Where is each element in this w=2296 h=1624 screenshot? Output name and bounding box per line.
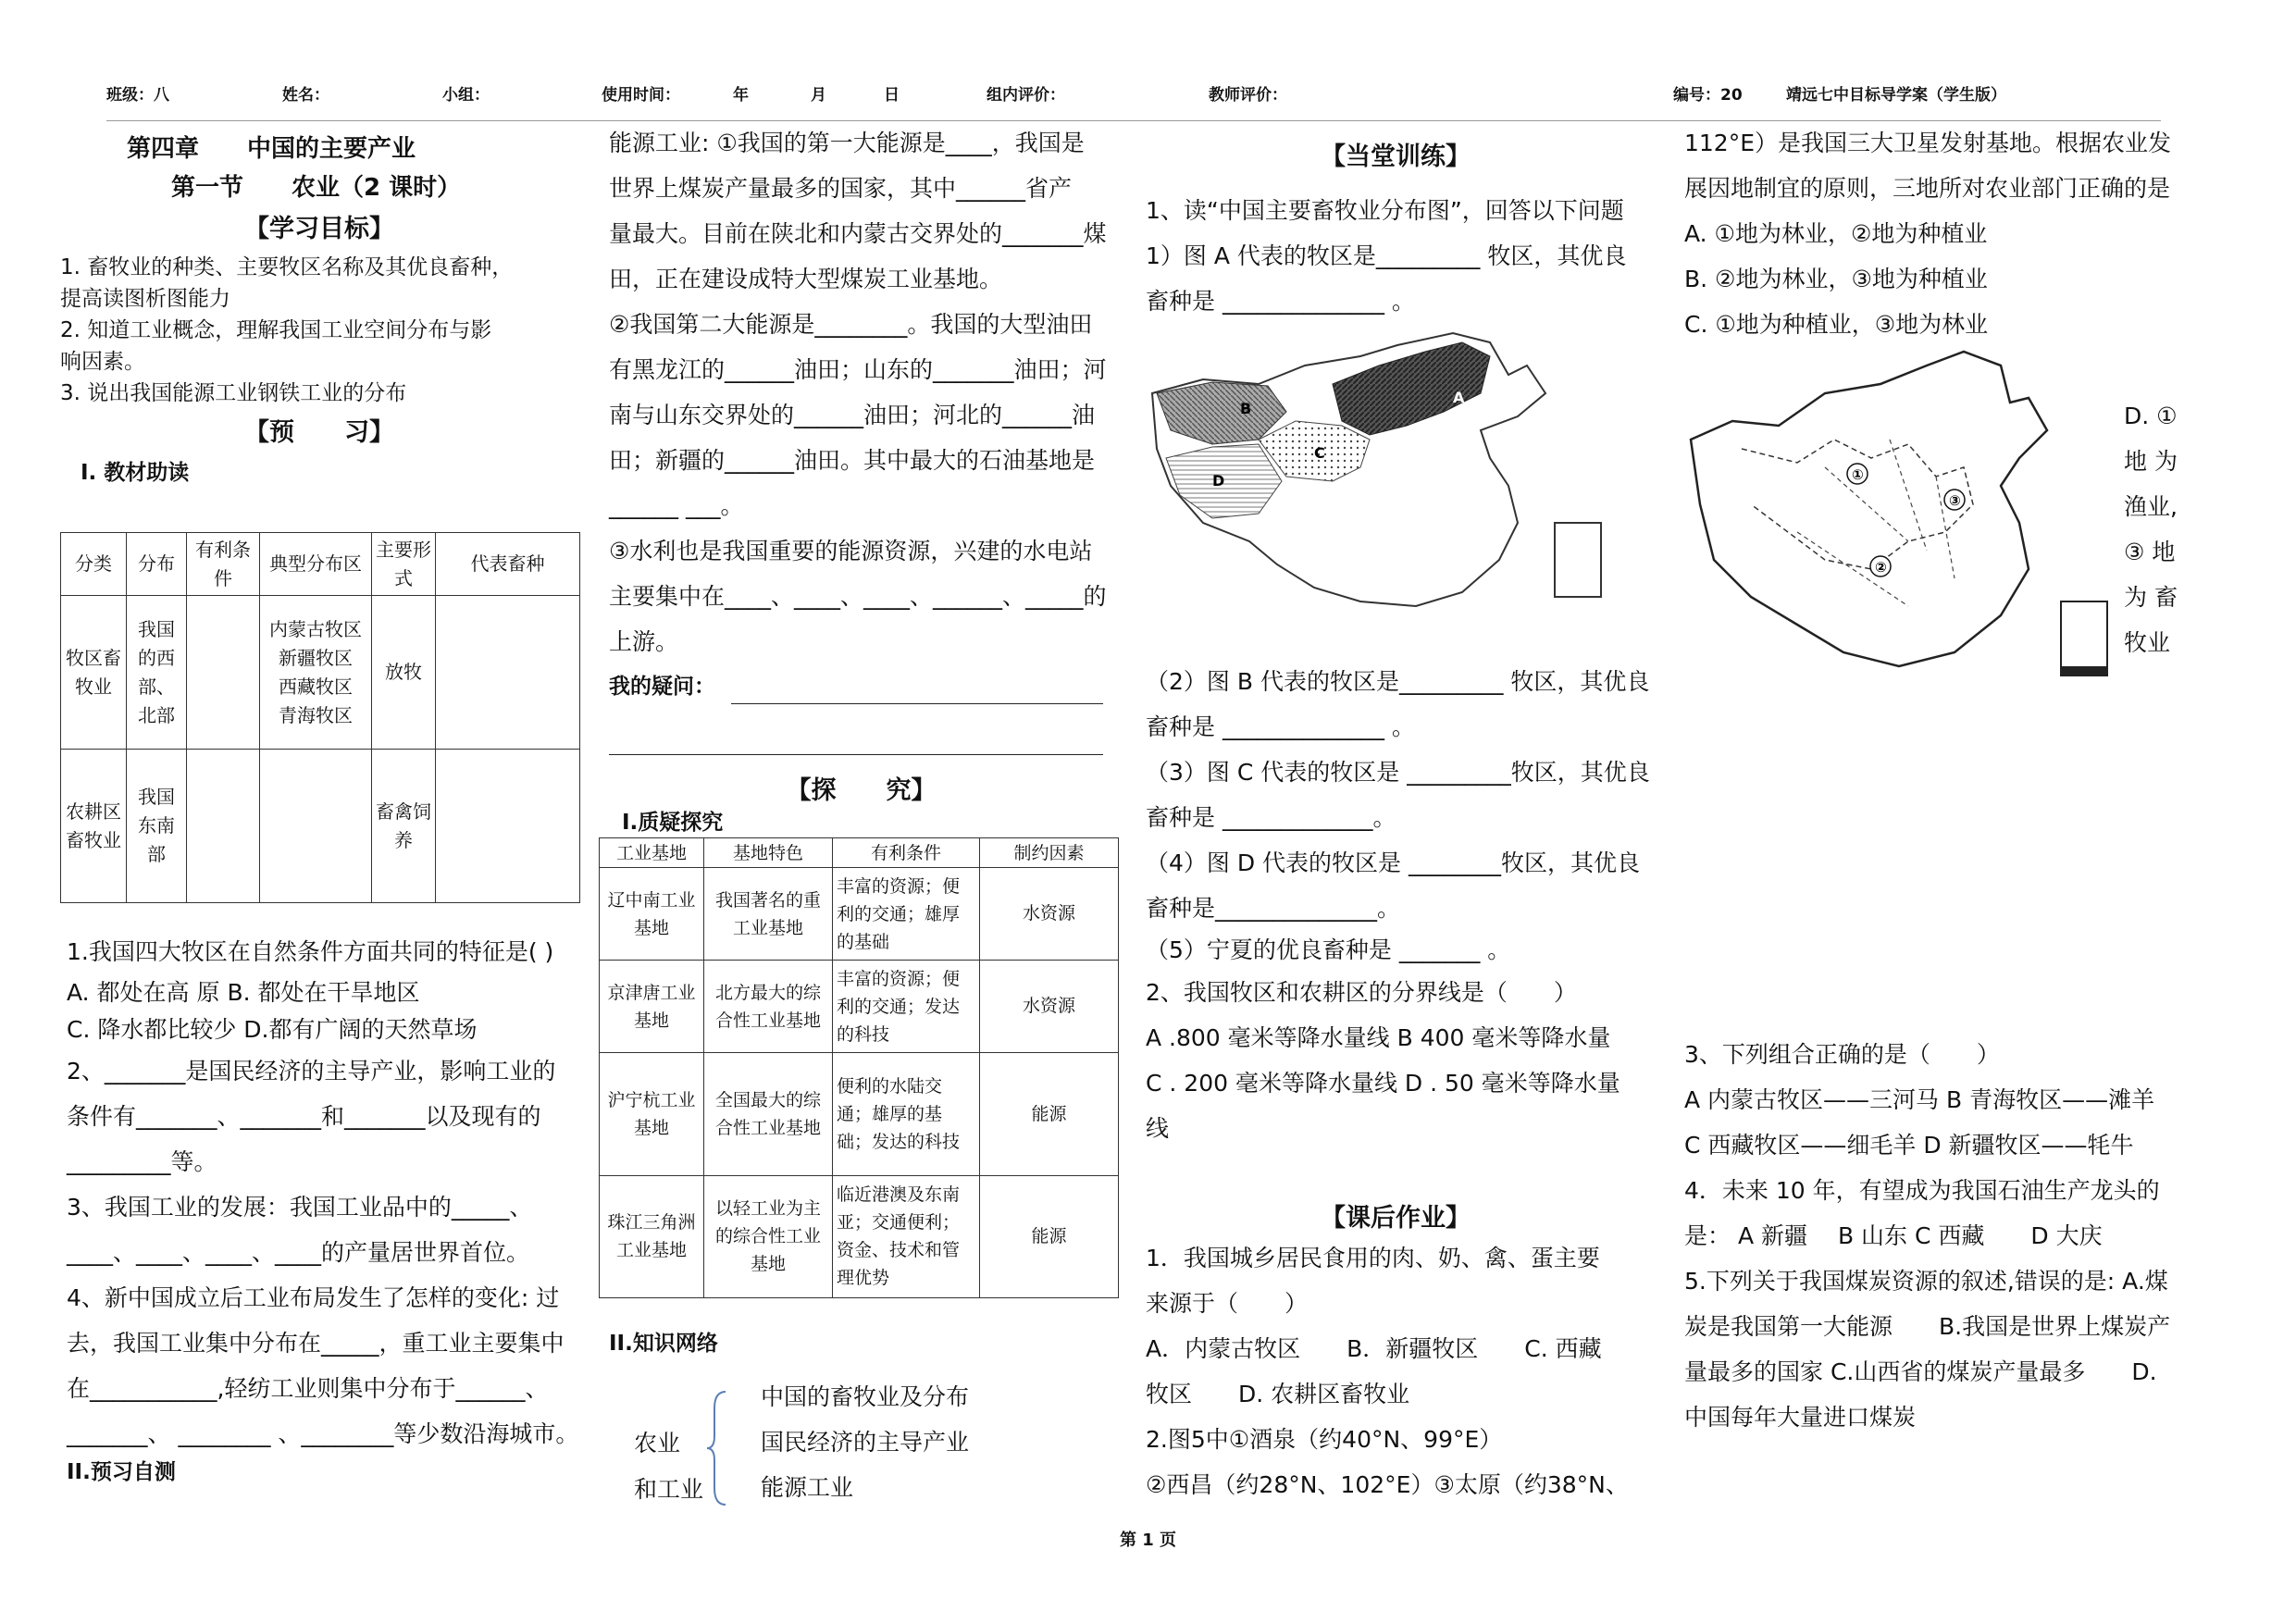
energy-line: ______ ___。 <box>609 492 744 519</box>
cell: 临近港澳及东南亚；交通便利；资金、技术和管理优势 <box>833 1175 980 1297</box>
map-label-b: B <box>1240 400 1252 417</box>
date-label: 使用时间： <box>602 86 680 105</box>
question-line: _________等。 <box>67 1148 217 1175</box>
homework-title: 【课后作业】 <box>1321 1204 1471 1233</box>
name-label: 姓名： <box>282 86 329 105</box>
question-line: ____、____、____、____的产量居世界首位。 <box>67 1239 530 1266</box>
year-label: 年 <box>733 86 749 105</box>
question-line: 2、_______是国民经济的主导产业，影响工业的 <box>67 1058 556 1085</box>
th-constraint: 制约因素 <box>980 838 1119 868</box>
cell: 辽中南工业基地 <box>600 868 704 961</box>
cell: 便利的水陆交通；雄厚的基础；发达的科技 <box>833 1053 980 1175</box>
option-d-line: D. ① <box>2124 403 2178 429</box>
practice-line: 1、读“中国主要畜牧业分布图”，回答以下问题 <box>1146 197 1624 224</box>
cell: 我国的西部、北部 <box>127 596 187 750</box>
th-typical-area: 典型分布区 <box>260 533 372 596</box>
goal-line: 1. 畜牧业的种类、主要牧区名称及其优良畜种， <box>60 255 514 279</box>
goal-line: 3. 说出我国能源工业钢铁工业的分布 <box>60 381 407 405</box>
column-3-top <box>1146 188 1645 324</box>
practice-line: 1）图 A 代表的牧区是_________ 牧区，其优良 <box>1146 242 1627 269</box>
q2-line: A. ①地为林业，②地为种植业 <box>1684 220 1988 247</box>
practice-line: 畜种是______________。 <box>1146 895 1401 922</box>
question-line: C. 降水都比较少 D.都有广阔的天然草场 <box>67 1016 478 1043</box>
cell: 畜禽饲养 <box>372 750 436 903</box>
goals-title: 【学习目标】 <box>244 215 394 243</box>
class-label: 班级：八 <box>106 86 169 105</box>
energy-line: 能源工业: ①我国的第一大能源是____，我国是 <box>609 130 1085 156</box>
energy-line: 南与山东交界处的______油田；河北的______油 <box>609 402 1096 428</box>
energy-line: 田；新疆的______油田。其中最大的石油基地是 <box>609 447 1096 474</box>
question-line: 炭是我国第一大能源 B.我国是世界上煤炭产 <box>1684 1313 2171 1340</box>
energy-line: 田，正在建设成特大型煤炭工业基地。 <box>609 266 1003 292</box>
doubt-line-2 <box>609 754 1103 755</box>
cell: 能源 <box>980 1175 1119 1297</box>
th-category: 分类 <box>61 533 127 596</box>
cell: 水资源 <box>980 868 1119 961</box>
th-feature: 基地特色 <box>704 838 833 868</box>
practice-line: （5）宁夏的优良畜种是 _______ 。 <box>1146 936 1511 963</box>
th-advantage: 有利条件 <box>833 838 980 868</box>
cell: 内蒙古牧区 新疆牧区 西藏牧区 青海牧区 <box>260 596 372 750</box>
group-eval-label: 组内评价： <box>987 86 1065 105</box>
question-line: 4．未来 10 年，有望成为我国石油生产龙头的 <box>1684 1177 2160 1204</box>
cell: 水资源 <box>980 961 1119 1053</box>
explore-title: 【探 究】 <box>786 776 937 805</box>
energy-line: 世界上煤炭产量最多的国家，其中______省产 <box>609 175 1073 202</box>
question-line: 中国每年大量进口煤炭 <box>1684 1404 1917 1431</box>
th-base: 工业基地 <box>600 838 704 868</box>
cell: 丰富的资源；便利的交通；雄厚的基础 <box>833 868 980 961</box>
doubt-label: 我的疑问： <box>609 675 715 699</box>
column-4-bottom <box>1684 1032 2184 1440</box>
cell: 放牧 <box>372 596 436 750</box>
question-line: A 内蒙古牧区——三河马 B 青海牧区——滩羊 <box>1684 1086 2155 1113</box>
marker-3-label: ③ <box>1949 492 1961 509</box>
preview-title: 【预 习】 <box>244 418 394 447</box>
question-line: 5.下列关于我国煤炭资源的叙述,错误的是: A.煤 <box>1684 1268 2168 1295</box>
energy-line: 上游。 <box>609 628 679 655</box>
cell: 牧区畜牧业 <box>61 596 127 750</box>
energy-line: 有黑龙江的______油田；山东的_______油田；河 <box>609 356 1107 383</box>
practice-line: 2、我国牧区和农耕区的分界线是（ ） <box>1146 979 1577 1006</box>
th-breeds: 代表畜种 <box>436 533 580 596</box>
practice-line: 畜种是 ______________ 。 <box>1146 713 1415 740</box>
option-d-line: 地 为 <box>2124 448 2178 475</box>
q2-line: 展因地制宜的原则，三地所对农业部门正确的是 <box>1684 175 2171 202</box>
goal-line: 响因素。 <box>60 350 145 374</box>
th-distribution: 分布 <box>127 533 187 596</box>
doubt-line-1 <box>731 703 1103 704</box>
network-root-1: 农业 <box>634 1430 681 1457</box>
china-outline <box>1691 352 2047 666</box>
map-label-a: A <box>1453 389 1465 406</box>
cell: 北方最大的综合性工业基地 <box>704 961 833 1053</box>
cell: 以轻工业为主的综合性工业基地 <box>704 1175 833 1297</box>
question-line: _______、 ________ 、________等少数沿海城市。 <box>67 1420 579 1447</box>
goal-line: 2. 知道工业概念，理解我国工业空间分布与影 <box>60 318 492 342</box>
practice-line: （4）图 D 代表的牧区是 ________牧区，其优良 <box>1146 849 1640 876</box>
question-line: A. 都处在高 原 B. 都处在干旱地区 <box>67 979 420 1006</box>
practice-line: C . 200 毫米等降水量线 D . 50 毫米等降水量 <box>1146 1070 1620 1097</box>
livestock-table <box>60 532 580 903</box>
marker-1-label: ① <box>1852 466 1864 483</box>
industry-table <box>599 837 1119 1298</box>
question-line: 去，我国工业集中分布在_____，重工业主要集中 <box>67 1330 565 1357</box>
th-conditions: 有利条件 <box>187 533 260 596</box>
energy-line: 量最大。目前在陕北和内蒙古交界处的_______煤 <box>609 220 1107 247</box>
homework-line: 2.图5中①酒泉（约40°N、99°E） <box>1146 1426 1503 1453</box>
practice-line: 线 <box>1146 1115 1170 1142</box>
energy-line: 主要集中在____、____、____、______、_____的 <box>609 583 1107 610</box>
option-d-line: 为 畜 <box>2124 584 2178 611</box>
column-3-mid <box>1146 659 1650 1151</box>
cell: 丰富的资源；便利的交通；发达的科技 <box>833 961 980 1053</box>
question-line: 条件有_______、_______和_______以及现有的 <box>67 1103 541 1130</box>
cell <box>187 750 260 903</box>
q2-line: C. ①地为种植业，③地为林业 <box>1684 311 1989 338</box>
practice-line: A .800 毫米等降水量线 B 400 毫米等降水量 <box>1146 1024 1611 1051</box>
network-item: 中国的畜牧业及分布 <box>761 1383 970 1410</box>
practice-line: （2）图 B 代表的牧区是_________ 牧区，其优良 <box>1146 668 1650 695</box>
network-item: 国民经济的主导产业 <box>761 1429 970 1456</box>
q2-line: B. ②地为林业，③地为种植业 <box>1684 266 1988 292</box>
group-label: 小组： <box>442 86 490 105</box>
selftest-title: II.预习自测 <box>67 1460 176 1484</box>
option-d <box>2124 393 2189 665</box>
q2-line: 112°E）是我国三大卫星发射基地。根据农业发 <box>1684 130 2172 156</box>
section-title: 第一节 农业（2 课时） <box>171 174 462 202</box>
doc-number: 编号：20 <box>1673 86 1743 105</box>
cell: 我国著名的重工业基地 <box>704 868 833 961</box>
question-line: C 西藏牧区——细毛羊 D 新疆牧区——牦牛 <box>1684 1132 2134 1159</box>
cell <box>436 750 580 903</box>
day-label: 日 <box>884 86 900 105</box>
material-title: I. 教材助读 <box>81 461 190 485</box>
question-line: 量最多的国家 C.山西省的煤炭产量最多 D. <box>1684 1358 2157 1385</box>
homework-line: 牧区 D. 农耕区畜牧业 <box>1146 1381 1410 1407</box>
question-line: 是： A 新疆 B 山东 C 西藏 D 大庆 <box>1684 1222 2103 1249</box>
chapter-title: 第四章 中国的主要产业 <box>127 135 416 163</box>
question-line: 3、我国工业的发展：我国工业品中的_____、 <box>67 1194 533 1221</box>
cell <box>260 750 372 903</box>
map-label-c: C <box>1314 444 1325 462</box>
map-inset <box>2061 601 2107 676</box>
question-line: 3、下列组合正确的是（ ） <box>1684 1041 2000 1068</box>
energy-line: ②我国第二大能源是________。我国的大型油田 <box>609 311 1093 338</box>
cell: 沪宁杭工业基地 <box>600 1053 704 1175</box>
marker-2-label: ② <box>1875 559 1887 576</box>
homework-line: 来源于（ ） <box>1146 1290 1309 1317</box>
question-line: 4、新中国成立后工业布局发生了怎样的变化: 过 <box>67 1284 560 1311</box>
column-1 <box>60 130 578 489</box>
inquiry-title: I.质疑探究 <box>622 811 724 835</box>
column-2 <box>609 120 1113 710</box>
goal-line: 提高读图析图能力 <box>60 287 230 311</box>
option-d-line: ③ 地 <box>2124 539 2176 565</box>
cell: 京津唐工业基地 <box>600 961 704 1053</box>
practice-line: （3）图 C 代表的牧区是 _________牧区，其优良 <box>1146 759 1650 786</box>
cell: 全国最大的综合性工业基地 <box>704 1053 833 1175</box>
column-1-questions <box>67 930 585 1488</box>
month-label: 月 <box>811 86 826 105</box>
practice-line: 畜种是 ______________ 。 <box>1146 288 1415 315</box>
question-line: 1.我国四大牧区在自然条件方面共同的特征是( ) <box>67 938 554 965</box>
cell: 珠江三角洲工业基地 <box>600 1175 704 1297</box>
homework-line: ②西昌（约28°N、102°E）③太原（约38°N、 <box>1146 1471 1629 1498</box>
satellite-base-map <box>1686 347 2121 689</box>
practice-title: 【当堂训练】 <box>1321 143 1471 171</box>
homework-line: 1．我国城乡居民食用的肉、奶、禽、蛋主要 <box>1146 1245 1600 1271</box>
option-d-line: 牧业 <box>2124 629 2171 656</box>
homework-line: A．内蒙古牧区 B．新疆牧区 C. 西藏 <box>1146 1335 1602 1362</box>
option-d-line: 渔业, <box>2124 493 2178 520</box>
network-title: II.知识网络 <box>609 1332 718 1356</box>
network-root-2: 和工业 <box>634 1476 704 1503</box>
page-footer: 第 1 页 <box>1119 1531 1177 1550</box>
network-item: 能源工业 <box>761 1474 854 1501</box>
livestock-map <box>1148 329 1647 625</box>
map-inset-caption-bar <box>2061 666 2107 676</box>
cell <box>436 596 580 750</box>
energy-line: ③水利也是我国重要的能源资源，兴建的水电站 <box>609 538 1093 564</box>
cell <box>187 596 260 750</box>
map-label-d: D <box>1212 472 1225 490</box>
th-form: 主要形式 <box>372 533 436 596</box>
cell: 农耕区畜牧业 <box>61 750 127 903</box>
network-brace-icon <box>703 1388 731 1508</box>
teacher-eval-label: 教师评价： <box>1209 86 1287 105</box>
cell: 我国东南部 <box>127 750 187 903</box>
cell: 能源 <box>980 1053 1119 1175</box>
question-line: 在___________,轻纺工业则集中分布于______、 <box>67 1375 549 1402</box>
map-inset <box>1555 523 1601 597</box>
network-items <box>761 1374 969 1510</box>
school-title: 靖远七中目标导学案（学生版） <box>1786 86 2006 105</box>
practice-line: 畜种是 _____________。 <box>1146 804 1396 831</box>
column-4-top <box>1684 120 2184 347</box>
column-3-homework <box>1146 1235 1645 1507</box>
